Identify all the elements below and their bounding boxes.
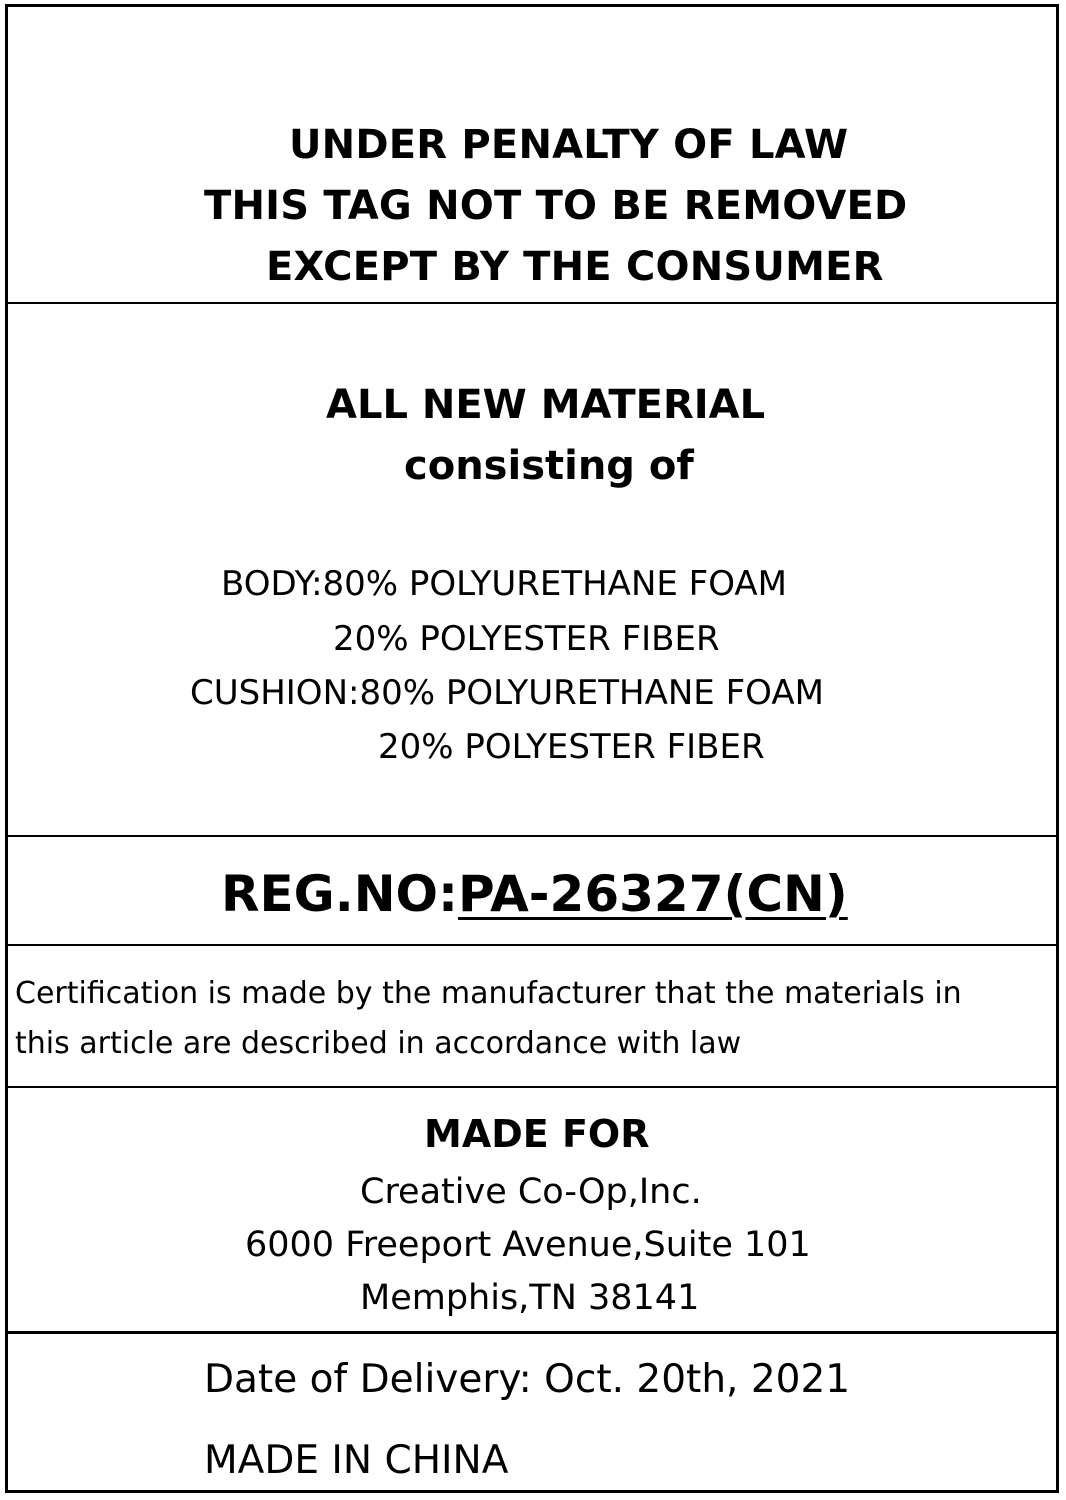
warning-line-3: EXCEPT BY THE CONSUMER bbox=[266, 244, 884, 290]
composition-cushion-fiber: 20% POLYESTER FIBER bbox=[378, 727, 765, 767]
divider-certification bbox=[8, 1086, 1056, 1088]
warning-line-2: THIS TAG NOT TO BE REMOVED bbox=[204, 183, 908, 229]
registration-number bbox=[221, 865, 848, 923]
made-for-street: 6000 Freeport Avenue,Suite 101 bbox=[245, 1225, 811, 1265]
certification-line-1: Certification is made by the manufacturer that the materials in bbox=[15, 976, 962, 1011]
material-heading: ALL NEW MATERIAL bbox=[326, 382, 766, 428]
warning-line-1: UNDER PENALTY OF LAW bbox=[289, 122, 849, 168]
divider-material bbox=[8, 835, 1056, 837]
divider-made-for bbox=[8, 1331, 1056, 1334]
delivery-date: Date of Delivery: Oct. 20th, 2021 bbox=[204, 1357, 851, 1402]
material-subheading: consisting of bbox=[404, 443, 694, 489]
divider-warning bbox=[8, 302, 1056, 304]
country-of-origin: MADE IN CHINA bbox=[204, 1438, 509, 1483]
certification-line-2: this article are described in accordance with law bbox=[15, 1026, 742, 1061]
made-for-heading: MADE FOR bbox=[424, 1112, 650, 1156]
composition-cushion-foam: CUSHION:80% POLYURETHANE FOAM bbox=[190, 673, 824, 713]
made-for-company: Creative Co-Op,Inc. bbox=[360, 1172, 702, 1212]
composition-body-foam: BODY:80% POLYURETHANE FOAM bbox=[221, 564, 787, 604]
made-for-city: Memphis,TN 38141 bbox=[360, 1278, 700, 1318]
registration-label: REG.NO: bbox=[221, 865, 459, 923]
law-tag bbox=[5, 4, 1059, 1493]
divider-registration bbox=[8, 944, 1056, 946]
registration-value: PA-26327(CN) bbox=[458, 865, 848, 923]
composition-body-fiber: 20% POLYESTER FIBER bbox=[333, 619, 720, 659]
